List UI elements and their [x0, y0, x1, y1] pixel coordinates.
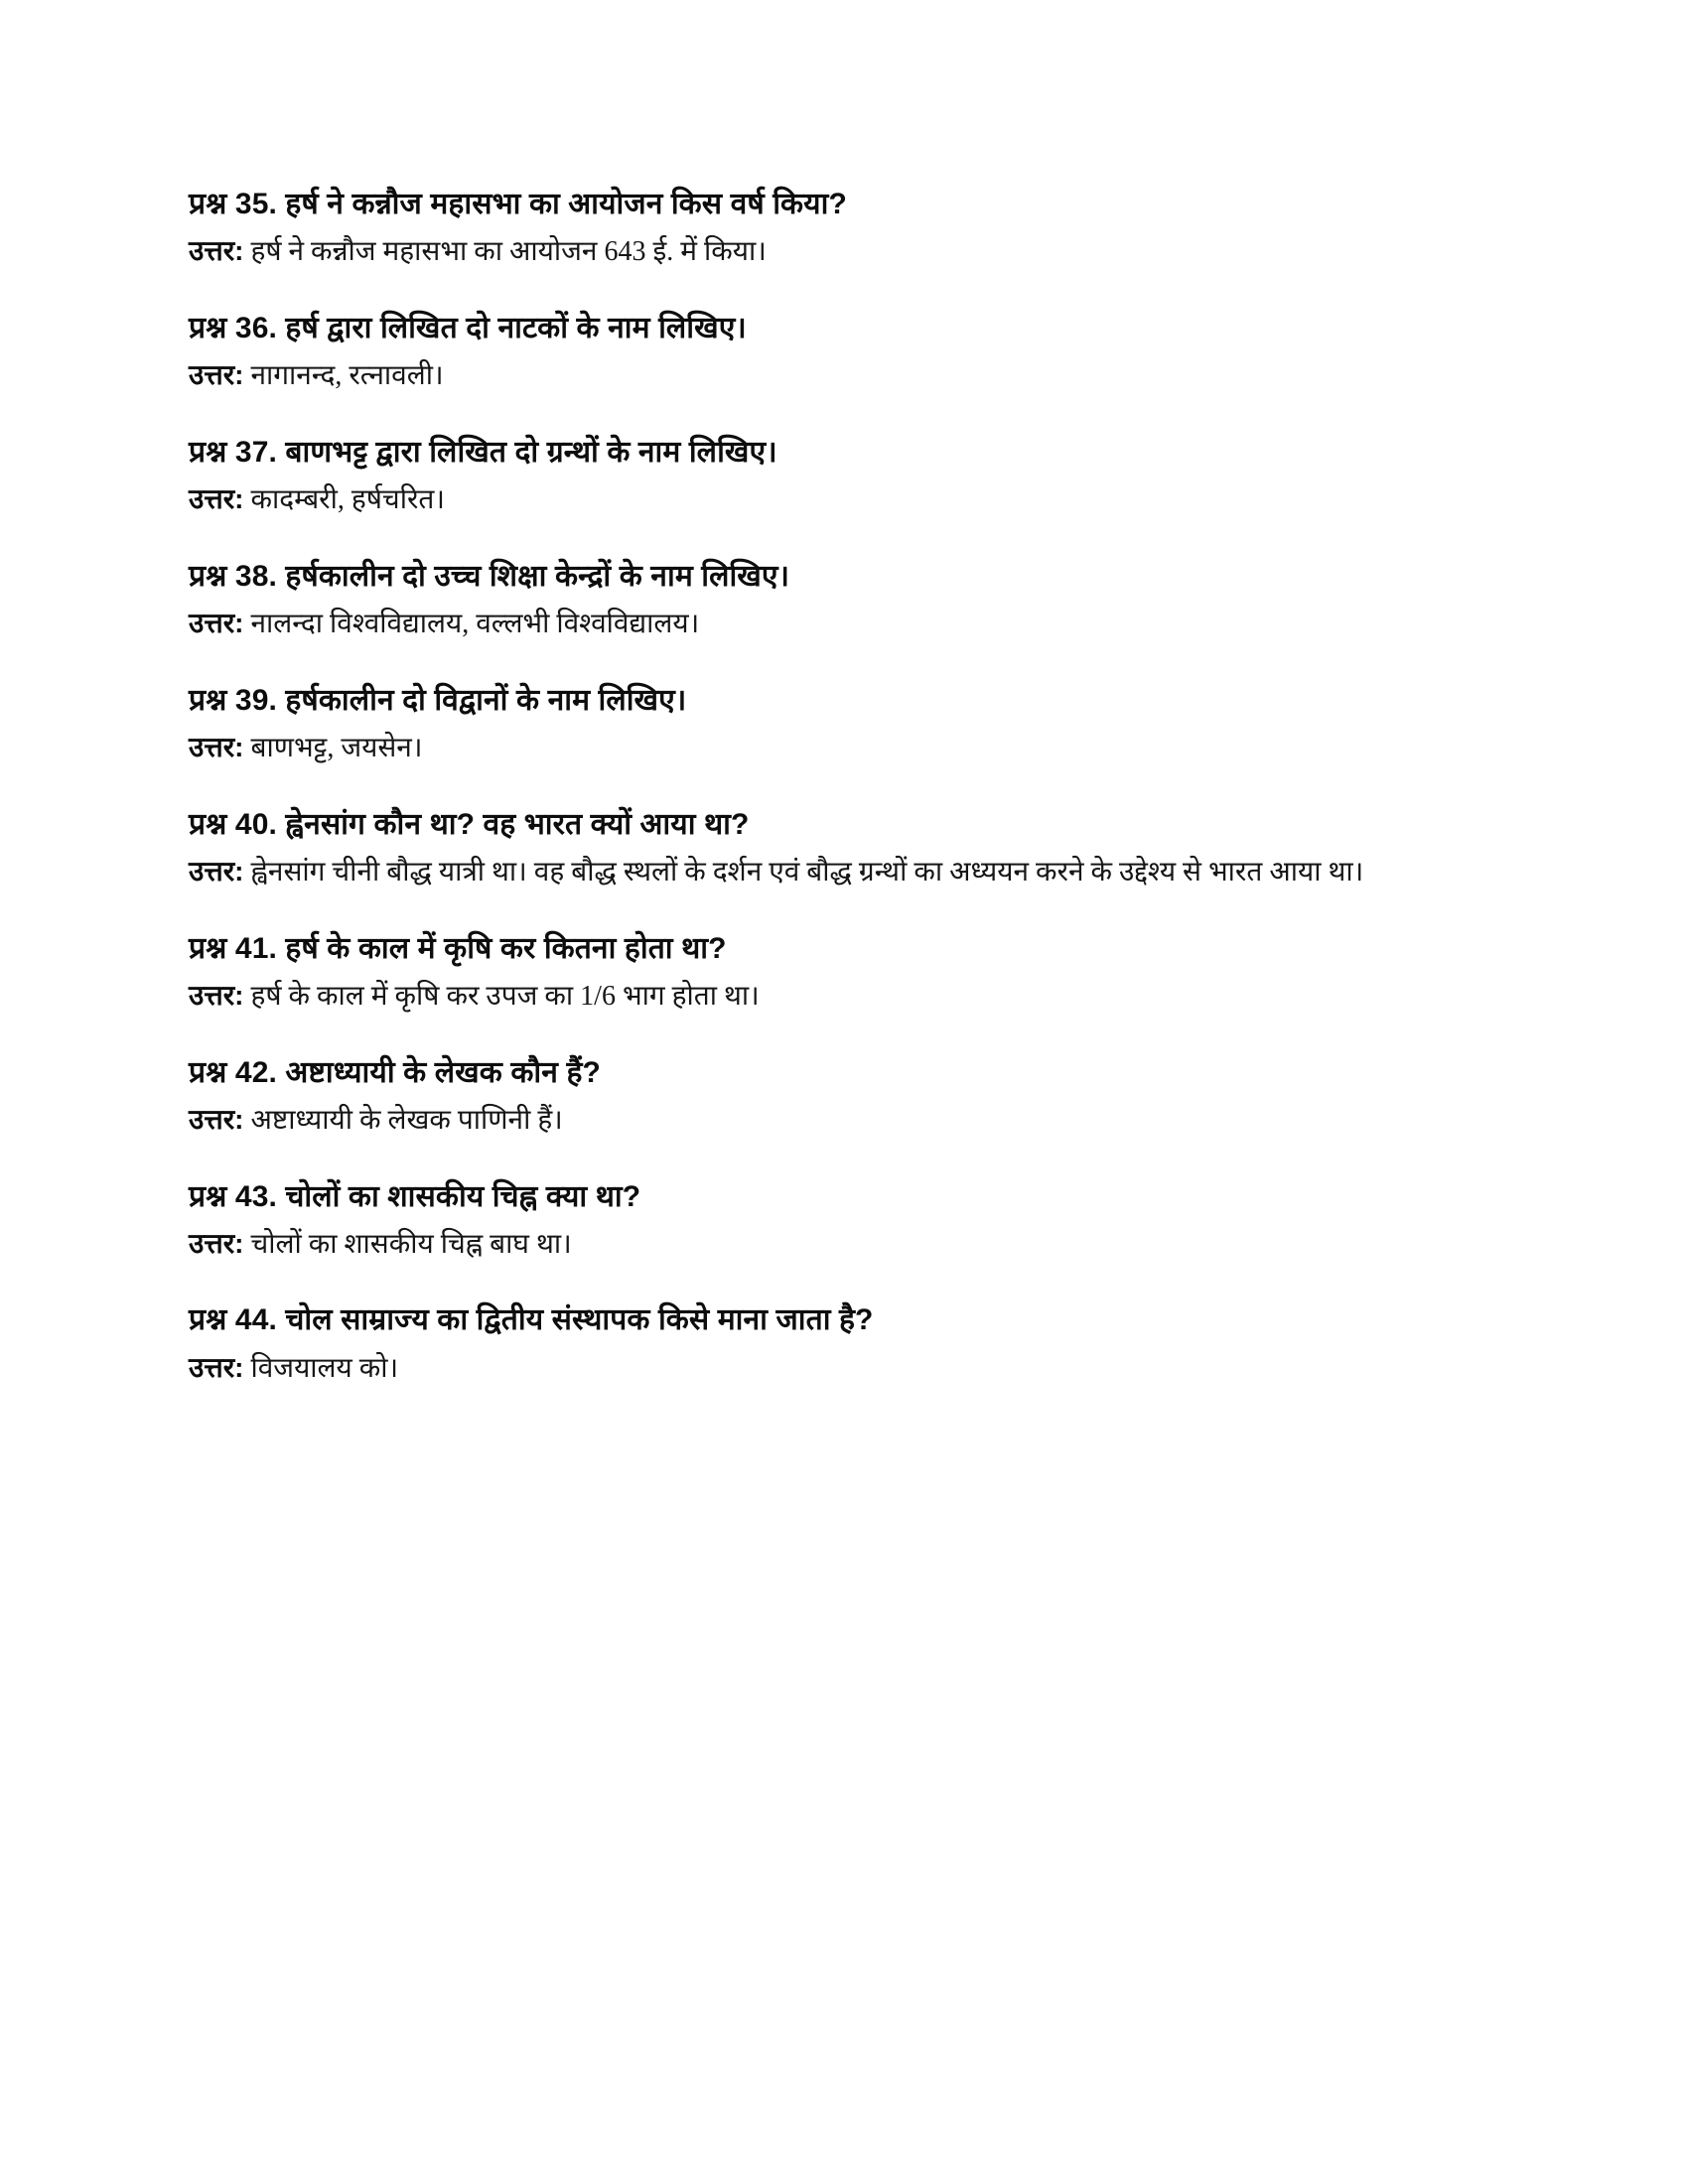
answer-paragraph [189, 478, 1475, 522]
question-text: प्रश्न 44. चोल साम्राज्य का द्वितीय संस्थापक किसे माना जाता है? [189, 1303, 874, 1337]
answer-text: अष्टाध्यायी के लेखक पाणिनी हैं। [250, 1104, 563, 1136]
question-text: प्रश्न 43. चोलों का शासकीय चिह्न क्या था? [189, 1179, 641, 1213]
answer-label: उत्तर: [189, 608, 244, 639]
answer-text: बाणभट्ट, जयसेन। [250, 733, 423, 764]
qa-item [189, 1299, 1475, 1390]
answer-label: उत्तर: [189, 856, 244, 887]
answer-paragraph [189, 354, 1475, 398]
answer-text: चोलों का शासकीय चिह्न बाघ था। [250, 1228, 572, 1260]
question-text: प्रश्न 36. हर्ष द्वारा लिखित दो नाटकों के नाम लिखिए। [189, 311, 747, 344]
answer-text: कादम्बरी, हर्षचरित। [250, 484, 445, 516]
answer-paragraph [189, 851, 1475, 894]
answer-text: विजयालय को। [250, 1352, 399, 1384]
answer-paragraph [189, 727, 1475, 770]
qa-item [189, 184, 1475, 274]
question-text: प्रश्न 35. हर्ष ने कन्नौज महासभा का आयोजन किस वर्ष किया? [189, 188, 847, 220]
question-text: प्रश्न 41. हर्ष के काल में कृषि कर कितना होता था? [189, 931, 727, 965]
answer-label: उत्तर: [189, 359, 244, 391]
answer-label: उत्तर: [189, 732, 244, 763]
answer-text: हर्ष ने कन्नौज महासभा का आयोजन 643 ई. में किया। [250, 236, 767, 268]
answer-label: उत्तर: [189, 235, 244, 267]
answer-paragraph [189, 1223, 1475, 1267]
qa-item [189, 928, 1475, 1019]
question-text: प्रश्न 42. अष्टाध्यायी के लेखक कौन हैं? [189, 1055, 601, 1089]
answer-text: हर्ष के काल में कृषि कर उपज का 1/6 भाग होता था। [250, 981, 760, 1013]
answer-label: उत्तर: [189, 1351, 244, 1383]
answer-paragraph [189, 603, 1475, 646]
question-text: प्रश्न 40. ह्वेनसांग कौन था? वह भारत क्यों आया था? [189, 807, 750, 841]
answer-paragraph [189, 975, 1475, 1019]
qa-item [189, 556, 1475, 646]
answer-paragraph [189, 230, 1475, 274]
answer-label: उत्तर: [189, 483, 244, 515]
answer-text: नागानन्द, रत्नावली। [250, 360, 444, 392]
answer-text: ह्वेनसांग चीनी बौद्ध यात्री था। वह बौद्ध स्थलों के दर्शन एवं बौद्ध ग्रन्थों का अध्ययन करने के उद्देश्य से भारत आया था। [250, 857, 1364, 888]
qa-item [189, 432, 1475, 522]
qa-item [189, 804, 1475, 894]
question-text: प्रश्न 39. हर्षकालीन दो विद्वानों के नाम लिखिए। [189, 683, 687, 717]
answer-paragraph [189, 1099, 1475, 1143]
qa-item [189, 1176, 1475, 1267]
qa-item [189, 680, 1475, 770]
answer-label: उत्तर: [189, 1227, 244, 1259]
answer-text: नालन्दा विश्वविद्यालय, वल्लभी विश्वविद्यालय। [250, 609, 700, 640]
answer-paragraph [189, 1347, 1475, 1391]
answer-label: उत्तर: [189, 1103, 244, 1135]
question-text: प्रश्न 37. बाणभट्ट द्वारा लिखित दो ग्रन्थों के नाम लिखिए। [189, 435, 777, 469]
qa-item [189, 1052, 1475, 1143]
answer-label: उत्तर: [189, 980, 244, 1012]
qa-item [189, 308, 1475, 398]
question-text: प्रश्न 38. हर्षकालीन दो उच्च शिक्षा केन्द्रों के नाम लिखिए। [189, 559, 790, 593]
